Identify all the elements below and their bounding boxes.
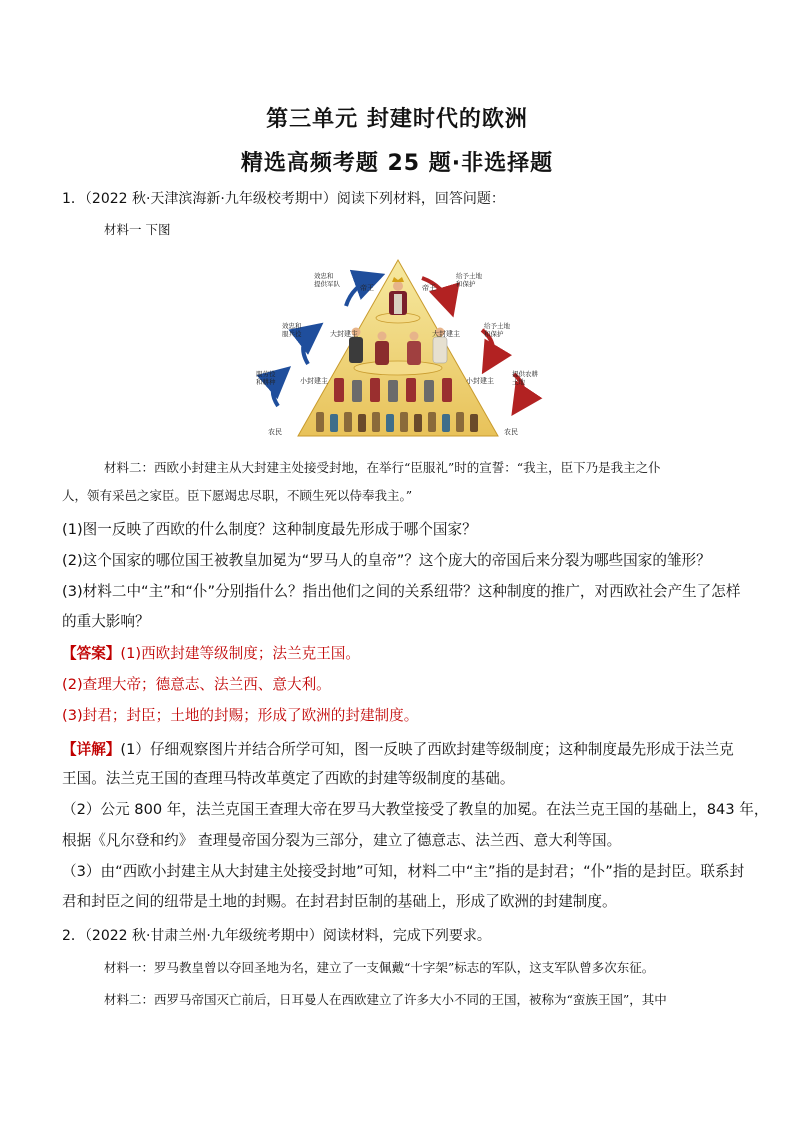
material-1-label: 材料一 下图 [104, 222, 171, 237]
answer-3: (3)封君；封臣；土地的封赐；形成了欧洲的封建制度。 [62, 707, 419, 724]
sub-question-1: (1)图一反映了西欧的什么制度？这种制度最先形成于哪个国家？ [62, 521, 477, 538]
material-2-line-2: 人，领有采邑之家臣。臣下愿竭忠尽职，不顾生死以侍奉我主。” [62, 488, 413, 503]
q2-material-1: 材料一：罗马教皇曾以夺回圣地为名，建立了一支佩戴“十字架”标志的军队，这支军队曾多次东征。 [104, 960, 655, 975]
detail-tag: 【详解】 [62, 741, 121, 758]
detail-2-line-2: 根据《凡尔登和约》 查理曼帝国分裂为三部分，建立了德意志、法兰西、意大利等国。 [62, 832, 622, 849]
label-left-lesser-lord: 小封建主 [300, 377, 328, 385]
arrow-text-right-2: 给予土地和保护 [484, 322, 510, 338]
detail-1-line-1 [62, 738, 734, 759]
arrow-text-right-3: 提供农耕土地 [512, 370, 538, 386]
question-1-stem: 1．（2022 秋·天津滨海新·九年级校考期中）阅读下列材料，回答问题： [62, 191, 505, 207]
sub-question-3-line-1: (3)材料二中“主”和“仆”分别指什么？指出他们之间的关系纽带？这种制度的推广，对西欧社会产生了怎样 [62, 583, 741, 600]
detail-3-line-2: 君和封臣之间的纽带是土地的封赐。在封君封臣制的基础上，形成了欧洲的封建制度。 [62, 893, 617, 910]
arrow-up-3 [346, 278, 374, 306]
answer-1: (1)西欧封建等级制度；法兰克王国。 [120, 645, 360, 662]
feudal-hierarchy-pyramid [248, 256, 548, 440]
label-left-king: 帝王 [360, 284, 374, 292]
detail-2-line-1: （2）公元 800 年，法兰克国王查理大帝在罗马大教堂接受了教皇的加冕。在法兰克王国的基础上，843 年， [62, 801, 769, 818]
page-subtitle: 精选高频考题 25 题·非选择题 [240, 151, 554, 176]
detail-3-line-1: （3）由“西欧小封建主从大封建主处接受封地”可知，材料二中“主”指的是封君；“仆”指的是封臣。联系封 [62, 863, 745, 880]
label-right-lesser-lord: 小封建主 [466, 377, 494, 385]
question-2-stem: 2．（2022 秋·甘肃兰州·九年级统考期中）阅读材料，完成下列要求。 [62, 928, 491, 944]
sub-question-2: (2)这个国家的哪位国王被教皇加冕为“罗马人的皇帝”？这个庞大的帝国后来分裂为哪些国家的雏形？ [62, 552, 711, 569]
page-title: 第三单元 封建时代的欧洲 [266, 107, 528, 132]
answer-line-1 [62, 642, 360, 663]
q2-material-2: 材料二：西罗马帝国灭亡前后，日耳曼人在西欧建立了许多大小不同的王国，被称为“蛮族王国”，其中 [104, 992, 667, 1007]
arrow-text-left-2: 效忠和服兵役 [282, 322, 302, 338]
arrow-down-1 [422, 278, 450, 306]
label-left-peasant: 农民 [268, 428, 282, 436]
detail-1-line-2: 王国。法兰克王国的查理马特改革奠定了西欧的封建等级制度的基础。 [62, 770, 515, 787]
arrow-text-left-1: 效忠和提供军队 [314, 272, 340, 288]
arrow-text-left-3: 服劳役和耕种 [256, 370, 276, 386]
material-2-line-1: 材料二：西欧小封建主从大封建主处接受封地，在举行“臣服礼”时的宣誓：“我主，臣下乃是我主之仆 [104, 460, 661, 475]
sub-question-3-line-2: 的重大影响？ [62, 613, 150, 630]
label-right-king: 帝王 [422, 284, 436, 292]
arrow-up-2 [303, 330, 314, 364]
label-right-peasant: 农民 [504, 428, 518, 436]
answer-2: (2)查理大帝；德意志、法兰西、意大利。 [62, 676, 331, 693]
label-left-great-lord: 大封建主 [330, 330, 358, 338]
arrow-text-right-1: 给予土地和保护 [456, 272, 482, 288]
answer-tag: 【答案】 [62, 645, 121, 662]
label-right-great-lord: 大封建主 [432, 330, 460, 338]
detail-1-text: (1）仔细观察图片并结合所学可知，图一反映了西欧封建等级制度；这种制度最先形成于法兰克 [120, 741, 734, 758]
